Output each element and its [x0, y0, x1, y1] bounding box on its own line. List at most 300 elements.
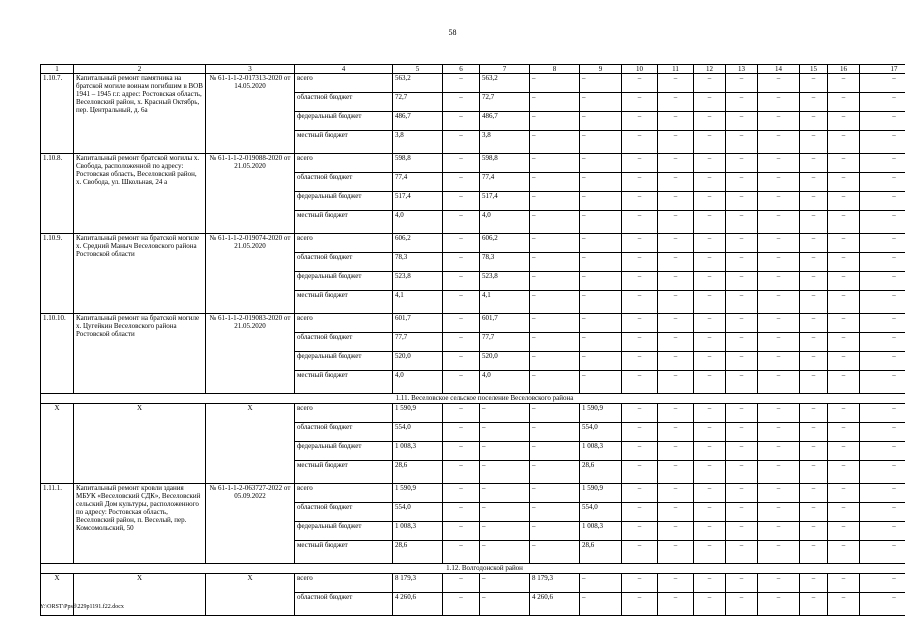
value-cell: – — [860, 314, 905, 333]
value-cell: – — [694, 131, 726, 154]
value-cell: – — [860, 442, 905, 461]
value-cell: – — [758, 314, 800, 333]
value-cell: – — [480, 503, 530, 522]
item-document: № 61-1-1-2-017313-2020 от 14.05.2020 — [206, 74, 295, 154]
value-cell: – — [758, 211, 800, 234]
value-cell: – — [694, 371, 726, 394]
value-cell: – — [828, 253, 860, 272]
value-cell: – — [828, 423, 860, 442]
value-cell: – — [694, 503, 726, 522]
budget-label: федеральный бюджет — [295, 442, 393, 461]
value-cell: – — [622, 272, 658, 291]
value-cell: 78,3 — [480, 253, 530, 272]
value-cell: – — [580, 74, 622, 93]
budget-label: федеральный бюджет — [295, 352, 393, 371]
footer-file-path: Y:\ORST\Ppsd\229p1191.f22.docx — [40, 604, 124, 610]
value-cell: – — [726, 192, 758, 211]
value-cell: – — [622, 173, 658, 192]
value-cell: – — [530, 291, 580, 314]
column-header: 6 — [443, 65, 480, 74]
value-cell: 1 008,3 — [580, 522, 622, 541]
value-cell: – — [726, 522, 758, 541]
value-cell: – — [658, 541, 694, 564]
value-cell: – — [530, 371, 580, 394]
budget-label: всего — [295, 74, 393, 93]
value-cell: – — [658, 423, 694, 442]
value-cell: 1 590,9 — [580, 484, 622, 503]
value-cell: – — [800, 371, 828, 394]
value-cell: 4,0 — [393, 371, 443, 394]
value-cell: – — [860, 74, 905, 93]
value-cell: 72,7 — [480, 93, 530, 112]
value-cell: – — [800, 522, 828, 541]
value-cell: – — [530, 74, 580, 93]
value-cell: – — [800, 404, 828, 423]
value-cell: – — [622, 253, 658, 272]
value-cell: – — [828, 371, 860, 394]
value-cell: – — [658, 272, 694, 291]
value-cell: – — [580, 574, 622, 593]
value-cell: – — [694, 442, 726, 461]
value-cell: – — [580, 93, 622, 112]
value-cell: – — [726, 234, 758, 253]
value-cell: – — [658, 593, 694, 616]
value-cell: – — [580, 112, 622, 131]
value-cell: – — [800, 291, 828, 314]
value-cell: – — [694, 291, 726, 314]
value-cell: – — [694, 574, 726, 593]
value-cell: 4,0 — [480, 371, 530, 394]
page-number: 58 — [448, 28, 457, 37]
value-cell: – — [658, 314, 694, 333]
value-cell: – — [758, 461, 800, 484]
value-cell: – — [828, 352, 860, 371]
value-cell: – — [622, 192, 658, 211]
budget-label: областной бюджет — [295, 593, 393, 616]
value-cell: – — [828, 93, 860, 112]
value-cell: – — [800, 593, 828, 616]
value-cell: – — [800, 574, 828, 593]
value-cell: – — [580, 253, 622, 272]
value-cell: 28,6 — [393, 461, 443, 484]
budget-label: областной бюджет — [295, 93, 393, 112]
item-number: 1.10.8. — [41, 154, 74, 234]
column-header: 1 — [41, 65, 74, 74]
value-cell: – — [828, 112, 860, 131]
value-cell: 517,4 — [480, 192, 530, 211]
value-cell: – — [758, 442, 800, 461]
value-cell: – — [726, 253, 758, 272]
value-cell: – — [443, 211, 480, 234]
value-cell: – — [860, 333, 905, 352]
value-cell: – — [658, 442, 694, 461]
value-cell: 1 008,3 — [580, 442, 622, 461]
item-document: X — [206, 574, 295, 616]
value-cell: – — [622, 93, 658, 112]
value-cell: – — [658, 192, 694, 211]
value-cell: – — [828, 154, 860, 173]
value-cell: – — [480, 404, 530, 423]
value-cell: – — [726, 484, 758, 503]
budget-label: областной бюджет — [295, 423, 393, 442]
value-cell: – — [758, 112, 800, 131]
value-cell: – — [580, 333, 622, 352]
value-cell: – — [443, 484, 480, 503]
value-cell: – — [658, 503, 694, 522]
value-cell: – — [658, 574, 694, 593]
budget-label: местный бюджет — [295, 371, 393, 394]
value-cell: – — [828, 173, 860, 192]
value-cell: – — [443, 314, 480, 333]
value-cell: – — [622, 314, 658, 333]
value-cell: – — [580, 314, 622, 333]
value-cell: 554,0 — [393, 503, 443, 522]
item-name: Капитальный ремонт памятника на братской могиле воинам погибшим в ВОВ 1941 – 1945 г.г. адрес: Ростовская область, Веселовский район, х. Красный Октябрь, пер. Центральный, д. 6а — [74, 74, 206, 154]
value-cell: – — [694, 522, 726, 541]
value-cell: – — [694, 234, 726, 253]
value-cell: – — [758, 404, 800, 423]
value-cell: – — [828, 461, 860, 484]
value-cell: – — [758, 593, 800, 616]
value-cell: – — [622, 541, 658, 564]
item-document: № 61-1-1-2-019088-2020 от 21.05.2020 — [206, 154, 295, 234]
value-cell: – — [530, 461, 580, 484]
value-cell: – — [658, 234, 694, 253]
value-cell: – — [758, 423, 800, 442]
value-cell: – — [694, 112, 726, 131]
column-header: 16 — [828, 65, 860, 74]
value-cell: – — [828, 74, 860, 93]
value-cell: – — [828, 333, 860, 352]
value-cell: – — [860, 574, 905, 593]
budget-label: федеральный бюджет — [295, 192, 393, 211]
value-cell: – — [758, 253, 800, 272]
value-cell: – — [480, 484, 530, 503]
value-cell: – — [800, 314, 828, 333]
section-row — [41, 564, 905, 574]
value-cell: – — [860, 484, 905, 503]
value-cell: – — [658, 291, 694, 314]
value-cell: – — [530, 131, 580, 154]
value-cell: – — [758, 93, 800, 112]
value-cell: – — [622, 352, 658, 371]
value-cell: – — [658, 461, 694, 484]
value-cell: – — [860, 404, 905, 423]
value-cell: 486,7 — [393, 112, 443, 131]
value-cell: – — [443, 93, 480, 112]
value-cell: – — [480, 423, 530, 442]
value-cell: – — [694, 93, 726, 112]
value-cell: – — [443, 192, 480, 211]
value-cell: – — [726, 211, 758, 234]
value-cell: – — [726, 423, 758, 442]
value-cell: – — [658, 371, 694, 394]
value-cell: – — [726, 503, 758, 522]
value-cell: – — [530, 503, 580, 522]
value-cell: – — [860, 93, 905, 112]
value-cell: 78,3 — [393, 253, 443, 272]
value-cell: – — [580, 593, 622, 616]
value-cell: 1 590,9 — [580, 404, 622, 423]
value-cell: – — [828, 272, 860, 291]
value-cell: 77,4 — [393, 173, 443, 192]
value-cell: – — [758, 333, 800, 352]
value-cell: – — [580, 131, 622, 154]
value-cell: 4 260,6 — [393, 593, 443, 616]
value-cell: – — [800, 112, 828, 131]
column-header: 14 — [758, 65, 800, 74]
value-cell: – — [530, 192, 580, 211]
value-cell: – — [694, 352, 726, 371]
value-cell: 28,6 — [580, 541, 622, 564]
value-cell: – — [658, 522, 694, 541]
value-cell: 1 590,9 — [393, 404, 443, 423]
value-cell: 1 008,3 — [393, 522, 443, 541]
value-cell: 3,8 — [480, 131, 530, 154]
value-cell: – — [443, 74, 480, 93]
item-name: Капитальный ремонт кровли здания МБУК «Веселовский СДК», Веселовский сельский Дом культуры, расположенного по адресу: Ростовская область, Веселовский район, п. Веселый, пер. Комсомольский, 50 — [74, 484, 206, 564]
value-cell: – — [828, 314, 860, 333]
value-cell: – — [622, 112, 658, 131]
budget-label: областной бюджет — [295, 503, 393, 522]
value-cell: – — [726, 593, 758, 616]
value-cell: – — [758, 131, 800, 154]
value-cell: – — [658, 131, 694, 154]
value-cell: – — [443, 234, 480, 253]
column-header: 10 — [622, 65, 658, 74]
value-cell: – — [694, 314, 726, 333]
value-cell: – — [480, 461, 530, 484]
value-cell: 601,7 — [393, 314, 443, 333]
value-cell: – — [480, 541, 530, 564]
value-cell: – — [480, 442, 530, 461]
value-cell: 601,7 — [480, 314, 530, 333]
value-cell: – — [860, 503, 905, 522]
column-header-row — [41, 65, 905, 74]
value-cell: – — [800, 272, 828, 291]
value-cell: 8 179,3 — [393, 574, 443, 593]
value-cell: – — [530, 272, 580, 291]
value-cell: – — [443, 593, 480, 616]
value-cell: 520,0 — [393, 352, 443, 371]
value-cell: – — [694, 593, 726, 616]
value-cell: – — [860, 192, 905, 211]
value-cell: – — [758, 291, 800, 314]
value-cell: 4,1 — [393, 291, 443, 314]
item-number: X — [41, 574, 74, 616]
value-cell: – — [726, 442, 758, 461]
value-cell: – — [726, 112, 758, 131]
value-cell: – — [480, 574, 530, 593]
value-cell: – — [828, 522, 860, 541]
value-cell: – — [800, 74, 828, 93]
value-cell: 1 008,3 — [393, 442, 443, 461]
value-cell: – — [658, 484, 694, 503]
value-cell: – — [694, 272, 726, 291]
value-cell: – — [758, 173, 800, 192]
column-header: 15 — [800, 65, 828, 74]
value-cell: – — [443, 461, 480, 484]
value-cell: 28,6 — [580, 461, 622, 484]
value-cell: – — [443, 291, 480, 314]
item-number: 1.10.9. — [41, 234, 74, 314]
value-cell: – — [828, 541, 860, 564]
value-cell: 563,2 — [480, 74, 530, 93]
value-cell: – — [828, 503, 860, 522]
budget-label: областной бюджет — [295, 173, 393, 192]
value-cell: – — [694, 173, 726, 192]
value-cell: – — [443, 574, 480, 593]
value-cell: 4,0 — [393, 211, 443, 234]
value-cell: – — [580, 371, 622, 394]
budget-label: федеральный бюджет — [295, 272, 393, 291]
value-cell: – — [530, 234, 580, 253]
column-header: 8 — [530, 65, 580, 74]
value-cell: – — [530, 314, 580, 333]
value-cell: 598,8 — [393, 154, 443, 173]
value-cell: – — [860, 112, 905, 131]
column-header: 17 — [860, 65, 905, 74]
budget-label: местный бюджет — [295, 211, 393, 234]
budget-label: местный бюджет — [295, 461, 393, 484]
value-cell: – — [443, 352, 480, 371]
value-cell: – — [622, 461, 658, 484]
value-cell: – — [726, 333, 758, 352]
value-cell: – — [758, 522, 800, 541]
value-cell: – — [800, 461, 828, 484]
value-cell: – — [622, 503, 658, 522]
value-cell: – — [726, 541, 758, 564]
value-cell: – — [694, 192, 726, 211]
value-cell: – — [658, 112, 694, 131]
value-cell: – — [800, 211, 828, 234]
value-cell: – — [580, 154, 622, 173]
item-name: X — [74, 574, 206, 616]
value-cell: – — [480, 522, 530, 541]
value-cell: – — [828, 192, 860, 211]
value-cell: – — [622, 154, 658, 173]
value-cell: – — [860, 211, 905, 234]
value-cell: – — [758, 74, 800, 93]
value-cell: 4,1 — [480, 291, 530, 314]
value-cell: – — [622, 234, 658, 253]
value-cell: – — [622, 574, 658, 593]
value-cell: – — [622, 131, 658, 154]
value-cell: – — [860, 173, 905, 192]
value-cell: – — [800, 173, 828, 192]
value-cell: – — [480, 593, 530, 616]
value-cell: – — [530, 211, 580, 234]
value-cell: 77,7 — [480, 333, 530, 352]
value-cell: – — [694, 154, 726, 173]
column-header: 2 — [74, 65, 206, 74]
value-cell: – — [443, 272, 480, 291]
value-cell: – — [580, 352, 622, 371]
value-cell: – — [658, 404, 694, 423]
value-cell: – — [860, 253, 905, 272]
value-cell: – — [622, 522, 658, 541]
value-cell: – — [800, 131, 828, 154]
value-cell: – — [860, 131, 905, 154]
budget-label: всего — [295, 404, 393, 423]
value-cell: – — [530, 352, 580, 371]
value-cell: – — [530, 333, 580, 352]
value-cell: – — [860, 154, 905, 173]
value-cell: – — [530, 423, 580, 442]
value-cell: 554,0 — [580, 423, 622, 442]
value-cell: – — [860, 541, 905, 564]
value-cell: – — [800, 541, 828, 564]
value-cell: – — [530, 154, 580, 173]
item-number: 1.10.10. — [41, 314, 74, 394]
value-cell: 606,2 — [480, 234, 530, 253]
budget-label: областной бюджет — [295, 333, 393, 352]
value-cell: – — [580, 234, 622, 253]
value-cell: – — [694, 74, 726, 93]
value-cell: – — [860, 522, 905, 541]
value-cell: – — [828, 131, 860, 154]
value-cell: – — [726, 93, 758, 112]
value-cell: – — [530, 173, 580, 192]
value-cell: 77,4 — [480, 173, 530, 192]
value-cell: – — [758, 371, 800, 394]
item-number: 1.10.7. — [41, 74, 74, 154]
value-cell: – — [580, 173, 622, 192]
value-cell: – — [443, 423, 480, 442]
value-cell: – — [800, 352, 828, 371]
value-cell: – — [443, 503, 480, 522]
value-cell: – — [860, 371, 905, 394]
value-cell: 1 590,9 — [393, 484, 443, 503]
value-cell: – — [622, 404, 658, 423]
value-cell: – — [622, 211, 658, 234]
item-document: № 61-1-1-2-019083-2020 от 21.05.2020 — [206, 314, 295, 394]
item-name: Капитальный ремонт на братской могиле х. Цугейкин Веселовского района Ростовской области — [74, 314, 206, 394]
value-cell: – — [828, 211, 860, 234]
budget-table — [40, 64, 905, 616]
value-cell: 517,4 — [393, 192, 443, 211]
value-cell: 523,8 — [393, 272, 443, 291]
value-cell: – — [828, 234, 860, 253]
value-cell: – — [726, 314, 758, 333]
value-cell: – — [694, 423, 726, 442]
value-cell: – — [800, 234, 828, 253]
value-cell: – — [658, 173, 694, 192]
table-row — [41, 74, 905, 93]
value-cell: – — [726, 352, 758, 371]
table-row — [41, 154, 905, 173]
value-cell: – — [580, 291, 622, 314]
value-cell: 520,0 — [480, 352, 530, 371]
item-document: № 61-1-1-2-019074-2020 от 21.05.2020 — [206, 234, 295, 314]
value-cell: – — [726, 461, 758, 484]
value-cell: – — [658, 93, 694, 112]
budget-label: всего — [295, 154, 393, 173]
budget-label: всего — [295, 574, 393, 593]
value-cell: 523,8 — [480, 272, 530, 291]
value-cell: – — [758, 574, 800, 593]
budget-label: федеральный бюджет — [295, 112, 393, 131]
column-header: 9 — [580, 65, 622, 74]
value-cell: – — [694, 484, 726, 503]
budget-label: местный бюджет — [295, 541, 393, 564]
value-cell: – — [860, 423, 905, 442]
table-row — [41, 574, 905, 593]
value-cell: 4,0 — [480, 211, 530, 234]
value-cell: – — [800, 484, 828, 503]
value-cell: – — [622, 593, 658, 616]
value-cell: – — [622, 291, 658, 314]
